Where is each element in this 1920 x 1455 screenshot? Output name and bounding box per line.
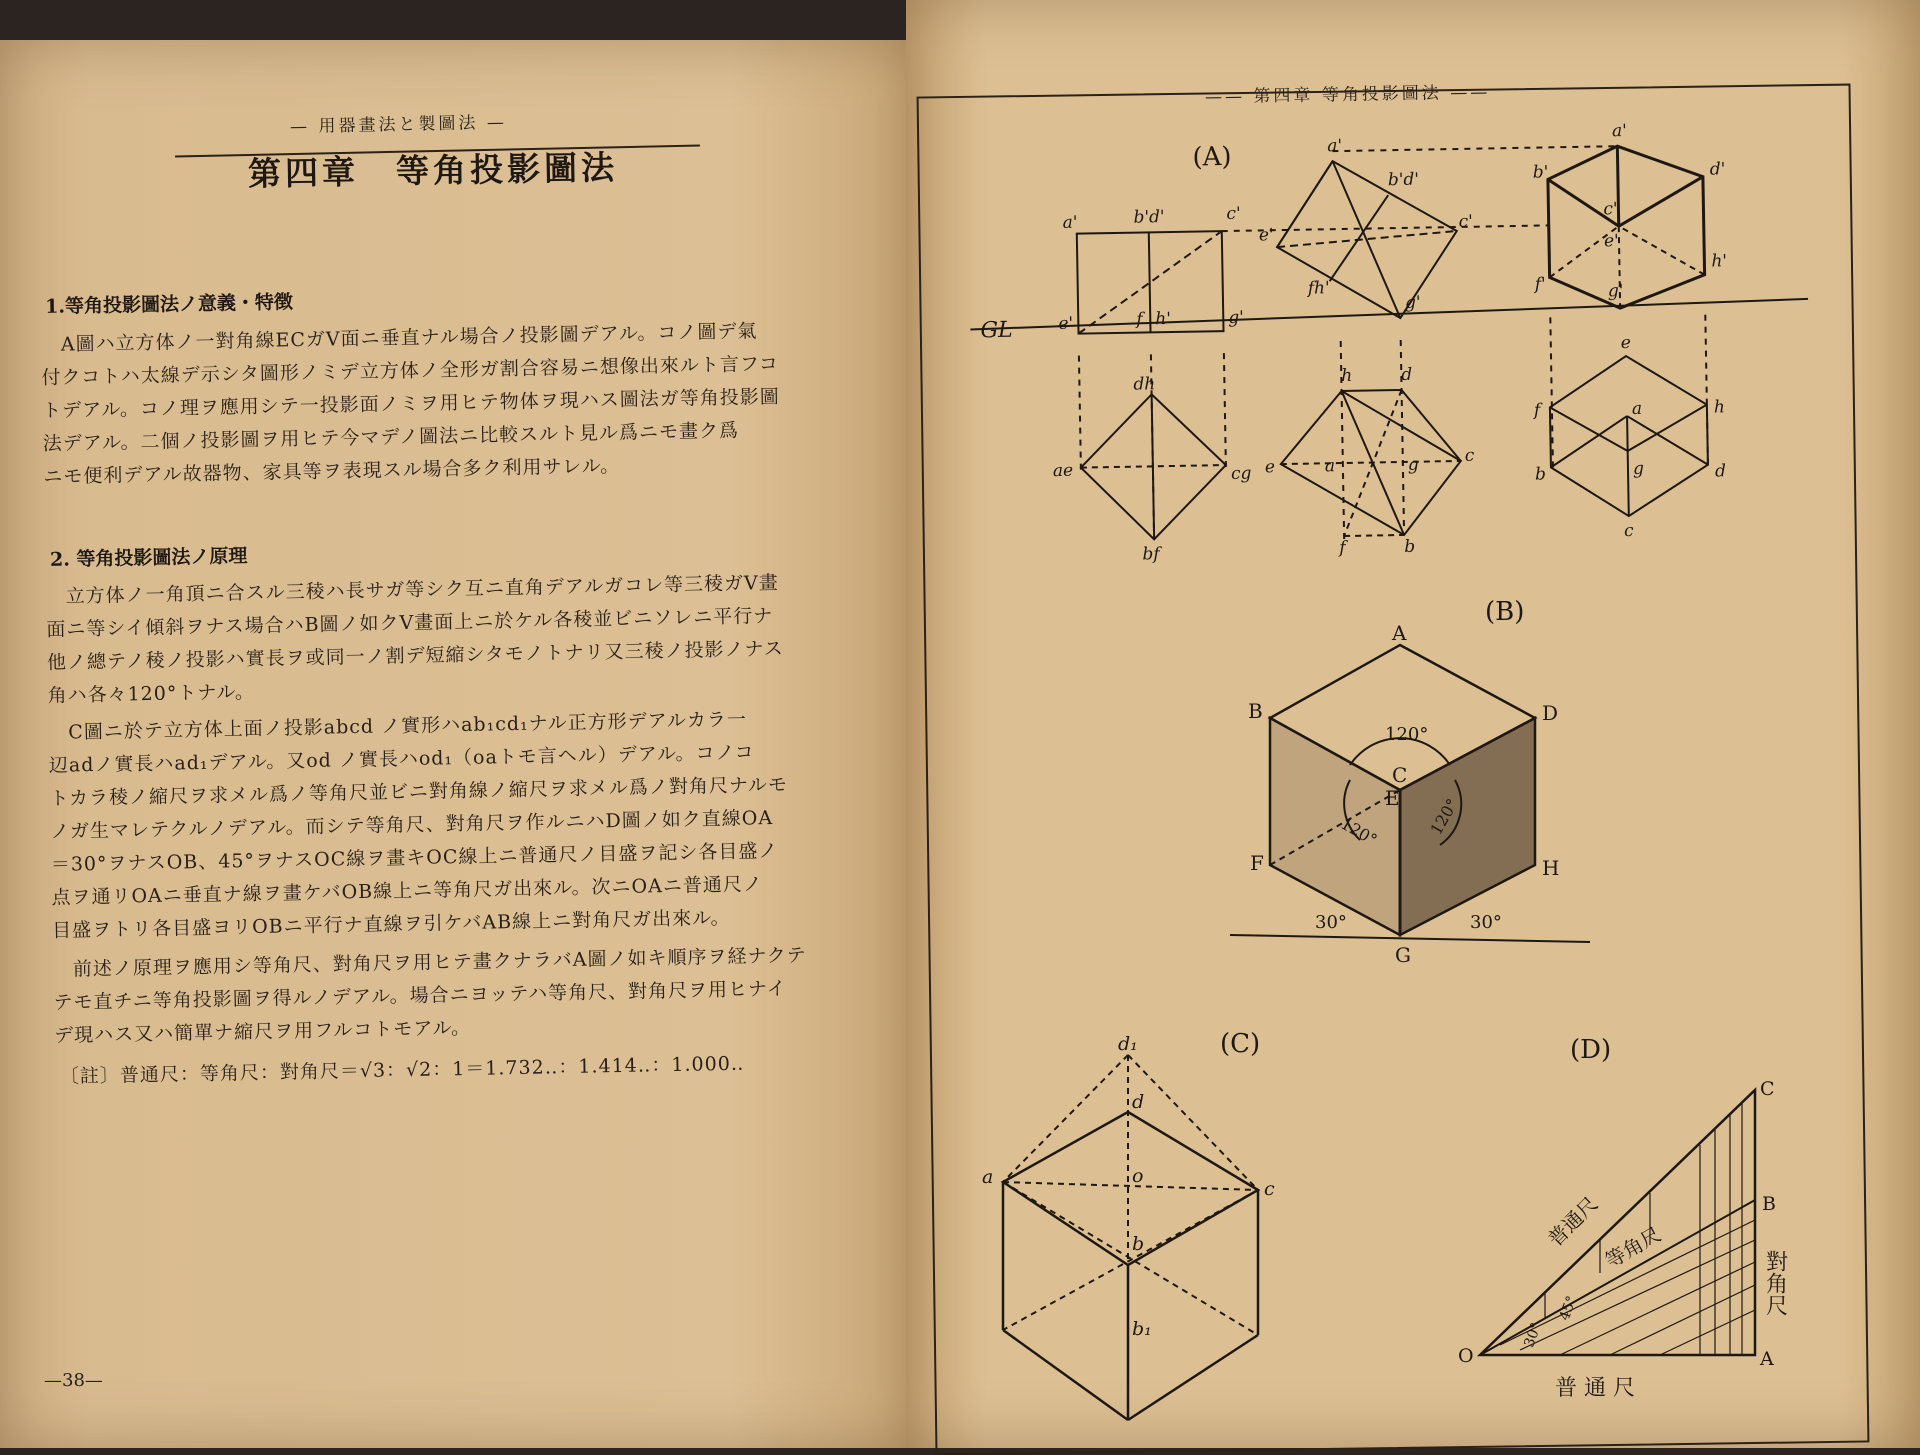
paragraph-line: トデアル。コノ理ヲ應用シテ一投影面ノミヲ用ヒテ物体ヲ現ハス圖法ガ等角投影圖 (41, 385, 780, 422)
iso-view-hexagon (1547, 145, 1705, 310)
section-title-2: 2. 等角投影圖法ノ原理 (49, 545, 248, 571)
paragraph-line: A圖ハ立方体ノ一對角線ECガV面ニ垂直ナル場合ノ投影圖デアル。コノ圖デ氣 (60, 320, 758, 356)
cube-top (1003, 1112, 1258, 1265)
point-label: d₁ (1118, 1033, 1138, 1055)
paragraph-line: 付クコトハ太線デ示シタ圖形ノミデ立方体ノ全形ガ割合容易ニ想像出來ルト言フコ (41, 352, 780, 389)
paragraph-line: トカラ稜ノ縮尺ヲ求メル爲ノ等角尺並ビニ對角線ノ縮尺ヲ求メル爲ノ對角尺ナルモ (49, 773, 789, 810)
label: f (1339, 537, 1346, 559)
note-line: 〔註〕普通尺：等角尺：對角尺＝√3：√2：1＝1.732‥：1.414‥：1.000‥ (59, 1052, 745, 1088)
label: a (1324, 456, 1336, 477)
paragraph-line: ＝30°ヲナスOB、45°ヲナスOC線ヲ畫キOC線上ニ普通尺ノ目盛ヲ記シ各目盛ノ (50, 839, 779, 876)
ground-line (970, 299, 1808, 330)
label: fh' (1307, 278, 1330, 299)
vertex-label: A (1392, 621, 1407, 645)
label: h' (1711, 251, 1728, 272)
label: a' (1062, 212, 1078, 233)
angle-label: 120° (1337, 813, 1381, 850)
vertex-label: B (1248, 699, 1263, 723)
label: h (1713, 397, 1726, 418)
figure-a (967, 118, 1812, 568)
paragraph-line: 目盛ヲトリ各目盛ヨリOBニ平行ナ直線ヲ引ケバAB線上ニ對角尺ガ出來ル。 (51, 906, 731, 942)
point-label: a (982, 1166, 994, 1188)
vertex-label: F (1250, 851, 1264, 875)
angle-label: 120° (1385, 724, 1429, 745)
figure-b (1230, 597, 1590, 967)
point-label: c (1264, 1178, 1275, 1200)
right-running-head: —— 第四章 等角投影圖法 —— (1204, 82, 1491, 108)
paragraph-line: 点ヲ通リOAニ垂直ナ線ヲ畫ケバOB線上ニ等角尺ガ出來ル。次ニOAニ普通尺ノ (51, 873, 764, 909)
label: cg (1230, 463, 1252, 484)
label: c' (1226, 203, 1241, 225)
cube-right-face (1400, 718, 1535, 935)
chapter-title: 第四章 等角投影圖法 (247, 147, 619, 194)
page-number: —38— (44, 1370, 103, 1391)
label: b (1404, 536, 1416, 557)
bottom-scale-label: 普 通 尺 (1555, 1376, 1635, 1401)
label: c (1464, 445, 1475, 466)
angle-label: 30° (1315, 912, 1347, 933)
label: b'd' (1387, 169, 1420, 191)
label: g (1407, 454, 1419, 475)
label: b'd' (1133, 207, 1165, 228)
label: g (1632, 458, 1645, 479)
label: dh (1133, 374, 1156, 395)
point-label: b (1132, 1233, 1145, 1255)
angle-label: 30° (1470, 912, 1502, 933)
paragraph-line: テモ直チニ等角投影圖ヲ得ルノデアル。場合ニヨッテハ等角尺、對角尺ヲ用ヒナイ (53, 977, 787, 1014)
label: g' (1228, 307, 1245, 328)
vertex-label: C (1392, 763, 1408, 787)
paragraph-line: 他ノ總テノ稜ノ投影ハ實長ヲ或同一ノ割デ短縮シタモノトナリ又三稜ノ投影ノナス (46, 637, 785, 674)
label: d (1401, 364, 1413, 385)
label: g' (1607, 281, 1624, 302)
vertex-label: E (1385, 786, 1400, 810)
paragraph-line: 面ニ等シイ傾斜ヲナス場合ハB圖ノ如クV畫面上ニ於ケル各稜並ビニソレニ平行ナ (46, 604, 774, 641)
label: e' (1603, 231, 1619, 252)
angle-label: 120° (1426, 795, 1463, 839)
figure-d (1458, 1035, 1788, 1401)
paragraph-line: C圖ニ於テ立方体上面ノ投影abcd ノ實形ハab₁cd₁ナル正方形デアルカラ一 (68, 708, 748, 744)
label: b' (1532, 162, 1549, 183)
label: h' (1155, 309, 1172, 330)
left-running-head: — 用器畫法と製圖法 — (289, 112, 508, 138)
paragraph-line: 辺adノ實長ハad₁デアル。又od ノ實長ハod₁（oaトモ言ヘル）デアル。コノコ (48, 741, 755, 777)
label: f (1533, 400, 1541, 421)
point-label: A (1760, 1348, 1774, 1370)
paragraph-line: ニモ便利デアル故器物、家具等ヲ表現スル場合多ク利用サレル。 (43, 454, 621, 488)
angle-label: 30° (1521, 1320, 1545, 1350)
figure-a-label: (A) (1192, 141, 1232, 173)
vertex-label: G (1395, 943, 1411, 967)
label: a (1631, 398, 1643, 419)
label: f' (1534, 274, 1546, 295)
label: b (1534, 464, 1547, 485)
label: bf (1142, 544, 1160, 565)
label: d' (1709, 159, 1726, 180)
section-title-1: 1.等角投影圖法ノ意義・特徴 (44, 291, 294, 318)
point-label: O (1458, 1345, 1474, 1367)
label: c' (1458, 211, 1474, 232)
label: e' (1058, 313, 1074, 334)
paragraph-line: 立方体ノ一角頂ニ合スル三稜ハ長サガ等シク互ニ直角デアルガコレ等三稜ガV畫 (65, 571, 779, 608)
label: a' (1327, 135, 1343, 157)
label: ae (1052, 460, 1074, 482)
point-label: d (1132, 1091, 1145, 1113)
label: g' (1404, 292, 1421, 313)
figure-c (982, 1029, 1275, 1420)
label: h (1341, 365, 1353, 387)
label: d (1714, 461, 1727, 482)
paragraph-line: 法デアル。二個ノ投影圖ヲ用ヒテ今マデノ圖法ニ比較スルト見ル爲ニモ畫ク爲 (42, 419, 740, 455)
point-label: b₁ (1132, 1318, 1152, 1340)
figure-b-label: (B) (1485, 597, 1525, 627)
point-label: C (1760, 1078, 1775, 1100)
scale-label: 等角尺 (1601, 1222, 1665, 1273)
label: e' (1258, 225, 1274, 246)
figure-c-label: (C) (1220, 1029, 1261, 1059)
figure-d-label: (D) (1570, 1035, 1612, 1065)
paragraph-line: ノガ生マレテクルノデアル。而シテ等角尺、對角尺ヲ作ルニハD圖ノ如ク直線OA (50, 807, 774, 843)
cube-left-face (1270, 718, 1400, 935)
ground-line-label: GL (980, 317, 1013, 344)
label: c' (1603, 199, 1618, 220)
vertex-label: D (1542, 701, 1559, 725)
label: a' (1611, 121, 1628, 142)
angle-label: 45° (1556, 1293, 1581, 1323)
label: e (1264, 457, 1276, 478)
label: e (1620, 332, 1632, 354)
vertex-label: H (1542, 856, 1560, 880)
paragraph-line: 前述ノ原理ヲ應用シ等角尺、對角尺ヲ用ヒテ畫クナラバA圖ノ如キ順序ヲ経ナクテ (72, 944, 807, 981)
scale-label: 對角尺 (1762, 1250, 1788, 1316)
point-label: o (1132, 1165, 1144, 1187)
label: c (1623, 520, 1634, 542)
label: f (1136, 309, 1143, 330)
point-label: B (1762, 1193, 1776, 1215)
paragraph-line: デ現ハス又ハ簡單ナ縮尺ヲ用フルコトモアル。 (53, 1016, 472, 1047)
paragraph-line: 角ハ各々120°トナル。 (47, 680, 256, 707)
scale-label: 普通尺 (1543, 1191, 1603, 1252)
ground-base-line (1230, 935, 1590, 942)
